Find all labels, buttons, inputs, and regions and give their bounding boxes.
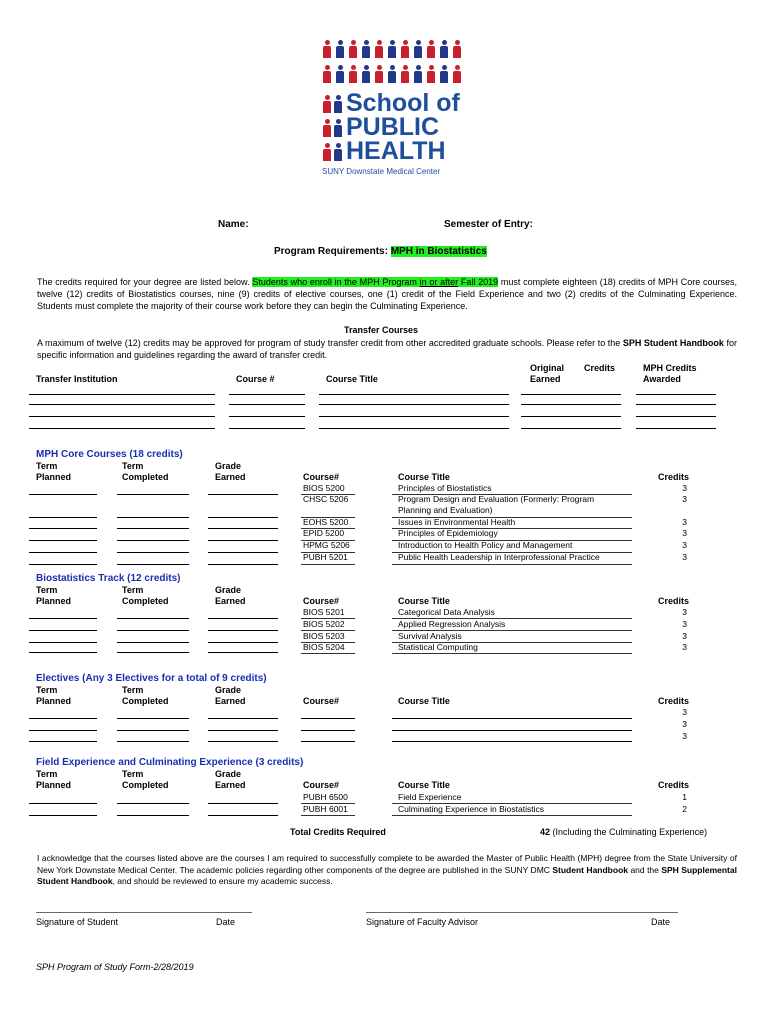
col-transfer-institution: Transfer Institution [36,374,118,384]
grade-earned-line[interactable] [208,517,278,518]
core-course-credits: 3 [682,528,687,538]
person-head [325,40,330,45]
term-label: Term [122,461,144,471]
ack-text-1: I acknowledge that the courses listed above are the courses I am required to successfully complete to be awarded the Master of Public Health (MPH) degree from the State University of New York Downstate Medical Center. The academic policies regarding other components of the degree are published in the SUNY DMC [37,853,737,875]
term-planned-line[interactable] [29,564,97,565]
core-course-number: EPID 5200 [303,528,345,538]
bios-course-credits: 3 [682,642,687,652]
logo-people-row-1 [322,40,462,58]
person-head [403,65,408,70]
person-head [336,95,341,100]
transfer-text-1: A maximum of twelve (12) credits may be approved for program of study transfer credit from other accredited graduate schools. Please refer to the [37,338,623,348]
course-title-header: Course Title [398,596,450,606]
term-planned-line[interactable] [29,540,97,541]
term-completed-line[interactable] [117,815,189,816]
row-line [301,815,355,816]
blank-line[interactable] [521,394,621,395]
person-body [334,125,342,137]
person-icon [426,65,436,83]
bios-course-credits: 3 [682,631,687,641]
earned-label: Earned [215,696,246,706]
term-completed-line[interactable] [117,803,189,804]
person-body [323,71,331,83]
term-planned-line[interactable] [29,730,97,731]
advisor-date-label: Date [651,917,671,927]
person-icon [348,65,358,83]
credits-header: Credits [658,472,690,482]
person-icon [333,119,343,137]
person-body [362,71,370,83]
person-icon [452,40,462,58]
person-head [325,95,330,100]
blank-line[interactable] [229,394,305,395]
bios-course-number: BIOS 5201 [303,607,345,617]
person-body [453,46,461,58]
core-course-title: Public Health Leadership in Interprofessional Practice [398,552,600,562]
blank-line[interactable] [29,404,215,405]
grade-earned-line[interactable] [208,618,278,619]
row-line [392,564,632,565]
logo-line-1: School of [346,89,460,117]
person-body [323,101,331,113]
intro-text-2: must complete eighteen (18) credits of MPH Core courses, twelve (12) credits of Biostatistics courses, nine (9) credits of elective courses, one (1) credit of the Field Experience and two (2) credits of the Culminating Experience. Students must complete the majority of their course work before they can begin the Culminating Experience. [37,277,737,311]
blank-line[interactable] [229,428,305,429]
blank-line[interactable] [29,394,215,395]
blank-line[interactable] [319,394,509,395]
person-head [429,40,434,45]
course-number-header: Course# [303,696,340,706]
field-course-credits: 1 [682,792,687,802]
transfer-paragraph [37,337,737,361]
blank-line[interactable] [521,428,621,429]
term-label: Term [36,685,58,695]
term-label: Term [122,769,144,779]
term-label: Term [122,685,144,695]
person-body [362,46,370,58]
person-body [375,46,383,58]
completed-label: Completed [122,472,169,482]
course-number-header: Course# [303,596,340,606]
term-completed-line[interactable] [117,494,189,495]
program-value: MPH in Biostatistics [390,246,487,257]
grade-earned-line[interactable] [208,564,278,565]
advisor-signature-label: Signature of Faculty Advisor [366,917,479,927]
bios-course-title: Categorical Data Analysis [398,607,495,617]
term-planned-line[interactable] [29,528,97,529]
person-icon [374,40,384,58]
core-course-number: PUBH 5201 [303,552,348,562]
person-head [403,40,408,45]
row-line [301,564,355,565]
term-planned-line[interactable] [29,494,97,495]
blank-line[interactable] [521,416,621,417]
course-title-header: Course Title [398,780,450,790]
bios-course-number: BIOS 5202 [303,619,345,629]
term-planned-line[interactable] [29,552,97,553]
person-body [414,71,422,83]
person-head [325,65,330,70]
term-planned-line[interactable] [29,642,97,643]
term-planned-line[interactable] [29,815,97,816]
elective-course-line[interactable] [301,730,355,731]
blank-line[interactable] [29,416,215,417]
grade-earned-line[interactable] [208,552,278,553]
logo-subtitle: SUNY Downstate Medical Center [322,167,441,176]
student-signature-line[interactable] [36,912,252,913]
name-label: Name: [218,219,249,230]
grade-earned-line[interactable] [208,642,278,643]
person-body [440,71,448,83]
person-icon [333,95,343,113]
person-icon [322,119,332,137]
ack-bold-2: SPH Supplemental Student Handbook [37,864,737,886]
course-title-header: Course Title [398,696,450,706]
logo-line-3: HEALTH [346,137,446,165]
core-course-title: Issues in Environmental Health [398,517,516,527]
row-line [392,815,632,816]
elective-credits: 3 [682,731,687,741]
field-course-number: PUBH 6500 [303,792,348,802]
term-completed-line[interactable] [117,618,189,619]
grade-earned-line[interactable] [208,815,278,816]
person-icon [361,40,371,58]
intro-hl-2: Fall 2019 [460,277,499,287]
course-title-header: Course Title [398,472,450,482]
grade-earned-line[interactable] [208,494,278,495]
term-label: Term [122,585,144,595]
intro-hl-underline: in or after [419,277,459,287]
person-body [334,149,342,161]
earned-label: Earned [215,596,246,606]
person-body [349,71,357,83]
ack-bold-1: Student Handbook [552,864,628,875]
elective-title-line[interactable] [392,718,632,719]
grade-earned-line[interactable] [208,528,278,529]
bios-course-number: BIOS 5204 [303,642,345,652]
advisor-signature-line[interactable] [366,912,678,913]
term-completed-line[interactable] [117,642,189,643]
intro-hl-1: Students who enroll in the MPH Program [252,277,417,287]
credits-header: Credits [658,780,690,790]
term-completed-line[interactable] [117,564,189,565]
person-icon [413,40,423,58]
person-icon [335,65,345,83]
transfer-title: Transfer Courses [344,325,419,335]
term-completed-line[interactable] [117,552,189,553]
field-title: Field Experience and Culminating Experience (3 credits) [36,757,304,768]
person-icon [361,65,371,83]
logo-line-2: PUBLIC [346,113,440,141]
core-course-number: BIOS 5200 [303,483,345,493]
term-completed-line[interactable] [117,528,189,529]
person-icon [374,65,384,83]
col-course-title: Course Title [326,374,378,384]
person-body [427,71,435,83]
blank-line[interactable] [636,416,716,417]
person-head [390,65,395,70]
col-course-number: Course # [236,374,275,384]
person-icon [387,40,397,58]
person-icon [333,143,343,161]
logo-people-row-2 [322,65,462,83]
person-icon [335,40,345,58]
person-icon [322,65,332,83]
person-head [390,40,395,45]
planned-label: Planned [36,596,72,606]
blank-line[interactable] [521,404,621,405]
elective-title-line[interactable] [392,741,632,742]
program-requirements-heading [274,246,487,257]
term-completed-line[interactable] [117,652,189,653]
total-value: 42 [540,827,551,837]
bios-course-title: Survival Analysis [398,631,462,641]
planned-label: Planned [36,472,72,482]
total-label: Total Credits Required [290,827,386,837]
person-head [336,143,341,148]
intro-text-1: The credits required for your degree are listed below. [37,277,250,287]
person-icon [439,65,449,83]
blank-line[interactable] [319,404,509,405]
bios-course-title: Applied Regression Analysis [398,619,506,629]
elective-course-line[interactable] [301,718,355,719]
person-body [375,71,383,83]
elective-course-line[interactable] [301,741,355,742]
earned-label: Earned [215,472,246,482]
core-title: MPH Core Courses (18 credits) [36,449,183,460]
person-icon [400,40,410,58]
grade-label: Grade [215,685,242,695]
grade-earned-line[interactable] [208,741,278,742]
grade-earned-line[interactable] [208,652,278,653]
completed-label: Completed [122,596,169,606]
earned-label: Earned [215,780,246,790]
term-planned-line[interactable] [29,652,97,653]
intro-paragraph [37,276,737,312]
term-completed-line[interactable] [117,741,189,742]
bios-title: Biostatistics Track (12 credits) [36,573,181,584]
core-course-credits: 3 [682,540,687,550]
person-icon [387,65,397,83]
blank-line[interactable] [229,416,305,417]
term-planned-line[interactable] [29,630,97,631]
term-completed-line[interactable] [117,630,189,631]
person-icon [439,40,449,58]
person-body [427,46,435,58]
bios-course-title: Statistical Computing [398,642,478,652]
col-original: Original [530,363,565,373]
col-awarded: Awarded [643,374,681,384]
person-head [325,143,330,148]
person-body [388,46,396,58]
core-course-credits: 3 [682,552,687,562]
person-icon [426,40,436,58]
col-mph-credits: MPH Credits [643,363,697,373]
term-label: Term [36,585,58,595]
core-course-title: Principles of Biostatistics [398,483,492,493]
row-line [392,653,632,654]
term-completed-line[interactable] [117,540,189,541]
person-head [364,65,369,70]
electives-title: Electives (Any 3 Electives for a total of 9 credits) [36,673,267,684]
blank-line[interactable] [319,428,509,429]
person-body [414,46,422,58]
grade-earned-line[interactable] [208,803,278,804]
person-icon [452,65,462,83]
field-course-title: Field Experience [398,792,462,802]
grade-earned-line[interactable] [208,540,278,541]
field-course-credits: 2 [682,804,687,814]
person-icon [322,95,332,113]
blank-line[interactable] [229,404,305,405]
col-credits: Credits [584,363,616,373]
row-line [301,653,355,654]
person-head [416,40,421,45]
acknowledgement-paragraph [37,853,737,888]
core-course-number: HPMG 5206 [303,540,350,550]
core-course-credits: 3 [682,494,687,504]
form-footer: SPH Program of Study Form-2/28/2019 [36,962,194,972]
blank-line[interactable] [29,428,215,429]
person-head [455,40,460,45]
person-icon [348,40,358,58]
blank-line[interactable] [319,416,509,417]
term-planned-line[interactable] [29,741,97,742]
person-body [388,71,396,83]
bios-course-number: BIOS 5203 [303,631,345,641]
grade-label: Grade [215,585,242,595]
term-planned-line[interactable] [29,803,97,804]
person-icon [322,40,332,58]
person-icon [322,143,332,161]
core-course-number: CHSC 5206 [303,494,349,504]
person-head [338,65,343,70]
person-head [338,40,343,45]
person-body [336,46,344,58]
course-number-header: Course# [303,780,340,790]
person-body [334,101,342,113]
person-head [364,40,369,45]
bios-course-credits: 3 [682,607,687,617]
blank-line[interactable] [636,394,716,395]
program-label: Program Requirements: [274,246,388,257]
term-completed-line[interactable] [117,718,189,719]
transfer-text-2: for specific information and guidelines regarding the award of transfer credit. [37,338,737,360]
student-date-label: Date [216,917,236,927]
person-head [351,40,356,45]
grade-earned-line[interactable] [208,630,278,631]
blank-line[interactable] [636,428,716,429]
credits-header: Credits [658,596,690,606]
person-body [453,71,461,83]
elective-title-line[interactable] [392,730,632,731]
blank-line[interactable] [636,404,716,405]
planned-label: Planned [36,696,72,706]
core-course-credits: 3 [682,483,687,493]
person-body [401,46,409,58]
completed-label: Completed [122,780,169,790]
grade-label: Grade [215,769,242,779]
person-head [455,65,460,70]
person-head [442,40,447,45]
intro-highlight [252,277,498,287]
core-course-title: Principles of Epidemiology [398,528,498,538]
person-icon [413,65,423,83]
semester-label: Semester of Entry: [444,219,533,230]
person-head [377,65,382,70]
person-icon [400,65,410,83]
grade-label: Grade [215,461,242,471]
person-body [401,71,409,83]
person-body [323,46,331,58]
person-head [429,65,434,70]
total-note: (Including the Culminating Experience) [550,827,708,837]
credits-header: Credits [658,696,690,706]
person-body [323,125,331,137]
transfer-bold: SPH Student Handbook [622,338,724,348]
person-body [323,149,331,161]
term-label: Term [36,769,58,779]
ack-text-3: , and should be reviewed to ensure my academic success. [112,876,333,886]
person-body [349,46,357,58]
person-head [442,65,447,70]
student-signature-label: Signature of Student [36,917,119,927]
person-head [351,65,356,70]
field-course-title: Culminating Experience in Biostatistics [398,804,544,814]
elective-credits: 3 [682,719,687,729]
person-head [416,65,421,70]
field-course-number: PUBH 6001 [303,804,348,814]
term-completed-line[interactable] [117,730,189,731]
core-course-title: Introduction to Health Policy and Management [398,540,573,550]
term-label: Term [36,461,58,471]
ack-text-2: and the [628,864,662,875]
planned-label: Planned [36,780,72,790]
grade-earned-line[interactable] [208,730,278,731]
course-number-header: Course# [303,472,340,482]
grade-earned-line[interactable] [208,718,278,719]
completed-label: Completed [122,696,169,706]
person-head [377,40,382,45]
term-planned-line[interactable] [29,718,97,719]
elective-credits: 3 [682,707,687,717]
core-course-credits: 3 [682,517,687,527]
term-completed-line[interactable] [117,517,189,518]
person-head [325,119,330,124]
bios-course-credits: 3 [682,619,687,629]
total-credits [540,827,707,837]
person-body [336,71,344,83]
term-planned-line[interactable] [29,618,97,619]
person-head [336,119,341,124]
person-body [440,46,448,58]
core-course-number: EOHS 5200 [303,517,349,527]
col-earned: Earned [530,374,561,384]
core-course-title: Program Design and Evaluation (Formerly: Program Planning and Evaluation) [398,494,595,515]
term-planned-line[interactable] [29,517,97,518]
